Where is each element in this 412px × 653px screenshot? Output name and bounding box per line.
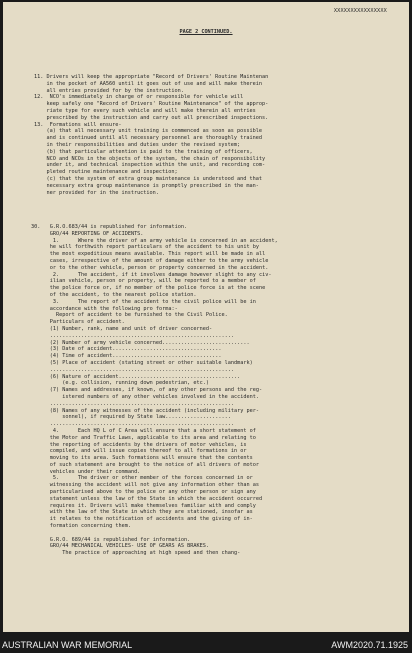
archive-reference: AWM2020.71.1925 bbox=[331, 640, 408, 650]
text-line: (6) Nature of accident....................................... bbox=[31, 373, 241, 380]
text-line: with the law of the State in which they are stationed, insofar as bbox=[31, 509, 253, 516]
page-title: PAGE 2 CONTINUED. bbox=[179, 29, 233, 35]
text-line: GRO/44 REPORTING OF ACCIDENTS. bbox=[31, 230, 144, 237]
text-line: the reporting of accidents by the drivers of motor vehicles, is bbox=[31, 441, 247, 448]
text-line: formation concerning them. bbox=[31, 523, 131, 530]
document-page bbox=[3, 2, 409, 632]
archive-name: AUSTRALIAN WAR MEMORIAL bbox=[2, 640, 133, 650]
text-line: statement unless the law of the State in which the accident occurred bbox=[31, 495, 263, 502]
text-line: (b) that particular attention is paid to the training of officers, bbox=[34, 148, 253, 155]
text-line: (8) Names of any witnesses of the accident (including military per- bbox=[31, 407, 259, 414]
text-line: NCO and NCOs in the objects of the system, the chain of responsibility bbox=[34, 155, 266, 162]
text-line: ilian vehicle, person or property, will be reported to a member of bbox=[31, 278, 256, 285]
text-line: 13. Formations will ensure- bbox=[34, 121, 122, 128]
text-line: the police force or, if no member of the police force is at the scene bbox=[31, 285, 266, 292]
text-line: ........................................................... bbox=[31, 366, 235, 373]
text-line: the most expeditious means available. This report will be made in all bbox=[31, 251, 266, 258]
text-line: compiled, and will issue copies thereof to all formations in or bbox=[31, 448, 247, 455]
text-line: (c) that the system of extra group maintenance is understood and that bbox=[34, 175, 262, 182]
text-line: 30. G.R.O.683/44 is republished for information. bbox=[31, 224, 188, 230]
section-item-30 bbox=[31, 224, 401, 557]
text-line: ........................................................... bbox=[31, 421, 235, 428]
text-line: particularised above to the police or any other person or sign any bbox=[31, 489, 256, 496]
text-line: it relates to the notification of accidents and the giving of in- bbox=[31, 516, 253, 523]
text-line: prescribed by the instruction and carry out all prescribed inspections. bbox=[34, 114, 269, 121]
text-line: 1. Where the driver of an army vehicle is concerned in an accident, bbox=[31, 237, 278, 244]
text-line: (1) Number, rank, name and unit of driver concerned- bbox=[31, 325, 213, 332]
text-line: 12. NCO's immediately in charge of or responsible for vehicle will bbox=[34, 94, 244, 101]
text-line: Report of accident to be furnished to the Civil Police. bbox=[31, 312, 228, 319]
text-line: GRO/44 MECHANICAL VEHICLES- USE OF GEARS AS BRAKES. bbox=[31, 543, 210, 550]
text-line: (5) Place of accident (stating street or other suitable landmark) bbox=[31, 359, 253, 366]
text-line: riate type for every such vehicle and will make therein all entries bbox=[34, 107, 256, 114]
text-line: and is continued until all necessary personnel are thoroughly trained bbox=[34, 135, 262, 142]
text-line: sonnel), if required by State law..................... bbox=[31, 414, 231, 421]
text-line: requires it. Drivers will make themselves familiar with and comply bbox=[31, 502, 256, 509]
text-line: pleted routine maintenance and inspection; bbox=[34, 169, 178, 176]
text-line: in the pocket of AA560 until it goes out of use and will make therein bbox=[34, 80, 262, 87]
text-line: 11. Drivers will keep the appropriate "Record of Drivers' Routine Maintenan bbox=[34, 74, 269, 80]
header-reference: XXXXXXXXXXXXXXXX bbox=[333, 8, 387, 14]
text-line: (a) that all necessary unit training is commenced as soon as possible bbox=[34, 128, 262, 135]
text-line: accordance with the following pro forma:- bbox=[31, 305, 178, 312]
text-line: istered numbers of any other vehicles involved in the accident. bbox=[31, 393, 259, 400]
text-line: all entries provided for by the instruction. bbox=[34, 87, 184, 94]
text-line: witnessing the accident will not give any information other than as bbox=[31, 482, 259, 489]
text-line: under it, and technical inspection within the unit, and recording com- bbox=[34, 162, 266, 169]
text-line: he will forthwith report particulars of the accident to his unit by bbox=[31, 244, 259, 251]
text-line: (4) Time of accident................................... bbox=[31, 353, 222, 360]
text-line: The practice of approaching at high speed and then chang- bbox=[31, 550, 241, 557]
text-line: 5. The driver or other member of the forces concerned in or bbox=[31, 475, 253, 482]
text-line bbox=[31, 530, 401, 537]
text-line: vehicles under their command. bbox=[31, 468, 141, 475]
text-line: ........................................................... bbox=[31, 332, 235, 339]
text-line: 4. Each HQ L of C Area will ensure that a short statement of bbox=[31, 427, 256, 434]
text-line: 2. The accident, if it involves damage however slight to any civ- bbox=[31, 271, 272, 278]
text-line: Particulars of accident. bbox=[31, 319, 125, 326]
text-line: ........................................................... bbox=[31, 400, 235, 407]
text-line: cases, irrespective of the amount of damage either to the army vehicle bbox=[31, 257, 269, 264]
text-line: ner provided for in the instruction. bbox=[34, 189, 159, 196]
text-line: (7) Names and addresses, if known, of any other persons and the reg- bbox=[31, 387, 263, 394]
text-line: moving to its area. Such formations will ensure that the contents bbox=[31, 455, 253, 462]
text-line: necessary extra group maintenance is promptly prescribed in the man- bbox=[34, 182, 259, 189]
text-line: G.R.O. 689/44 is republished for information. bbox=[31, 536, 191, 543]
text-line: keep safely one "Record of Drivers' Routine Maintenance" of the approp- bbox=[34, 101, 269, 108]
text-line: (2) Number of army vehicle concerned............................ bbox=[31, 339, 250, 346]
text-line: (3) Date of accident................................... bbox=[31, 346, 222, 353]
text-line: or to the other vehicle, person or property concerned in the accident. bbox=[31, 264, 269, 271]
text-line: the Motor and Traffic Laws, applicable to its area and relating to bbox=[31, 434, 256, 441]
archive-footer bbox=[0, 637, 412, 653]
text-line: 3. The report of the accident to the civil police will be in bbox=[31, 298, 256, 305]
text-line: (e.g. collision, running down pedestrian, etc.) bbox=[31, 380, 210, 387]
text-line: of such statement are brought to the notice of all drivers of motor bbox=[31, 461, 259, 468]
section-items-11-13 bbox=[34, 74, 401, 196]
text-line: of the accident, to the nearest police station. bbox=[31, 291, 197, 298]
text-line: in their responsibilities and duties under the revised system; bbox=[34, 141, 241, 148]
